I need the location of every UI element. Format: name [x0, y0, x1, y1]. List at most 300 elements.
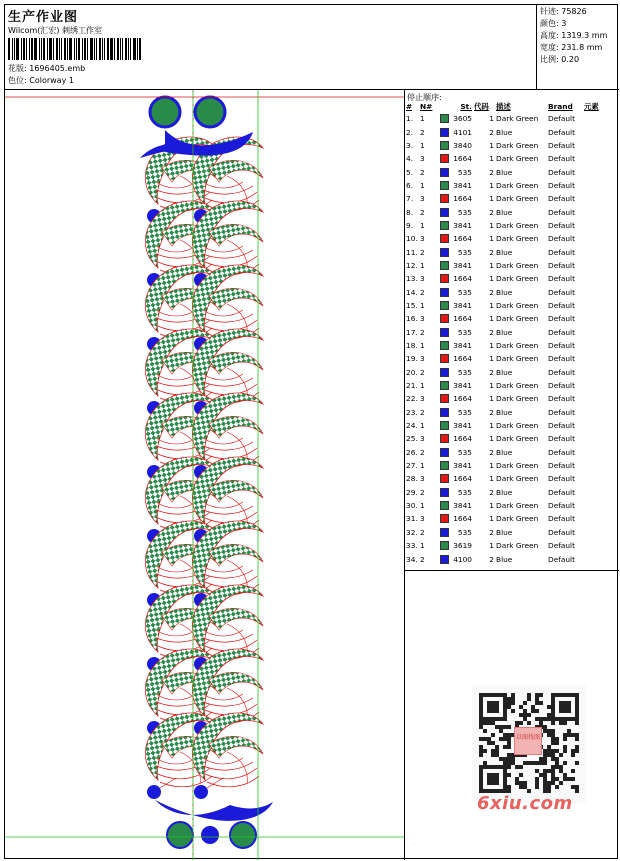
cell-brand: Default — [548, 541, 576, 551]
stat-stitches: 针迹: 75826 — [540, 7, 587, 16]
color-swatch — [440, 528, 449, 537]
cell-element — [583, 285, 605, 298]
cell-element — [583, 459, 605, 472]
cell-code: 1 — [489, 434, 494, 444]
cell-needle: 1 — [420, 114, 425, 124]
cell-index: 25. — [406, 434, 418, 444]
cell-needle: 2 — [420, 247, 425, 257]
cell-code: 1 — [489, 474, 494, 484]
cell-index: 19. — [406, 354, 418, 364]
col-header-index: # — [406, 102, 413, 111]
table-row — [405, 339, 605, 352]
cell-needle: 1 — [420, 260, 425, 270]
cell-needle: 2 — [420, 207, 425, 217]
cell-needle: 3 — [420, 314, 425, 324]
cell-brand: Default — [548, 247, 576, 257]
color-swatch — [440, 448, 449, 457]
cell-element — [583, 486, 605, 499]
cell-needle: 3 — [420, 234, 425, 244]
cell-description: Blue — [496, 407, 513, 417]
table-row — [405, 205, 605, 218]
cell-element — [583, 112, 605, 125]
cell-brand: Default — [548, 354, 576, 364]
cell-needle: 3 — [420, 194, 425, 204]
cell-brand: Default — [548, 461, 576, 471]
cell-element — [583, 472, 605, 485]
cell-description: Dark Green — [496, 461, 539, 471]
cell-index: 12. — [406, 260, 418, 270]
cell-brand: Default — [548, 207, 576, 217]
cell-stitches: 1664 — [439, 272, 473, 285]
cell-element — [583, 326, 605, 339]
cell-needle: 2 — [420, 527, 425, 537]
cell-needle: 1 — [420, 541, 425, 551]
col-header-stitches: St. — [460, 102, 472, 111]
cell-needle: 2 — [420, 167, 425, 177]
cell-needle: 1 — [420, 300, 425, 310]
table-row — [405, 419, 605, 432]
color-swatch — [440, 274, 449, 283]
cell-code: 1 — [489, 180, 494, 190]
cell-brand: Default — [548, 421, 576, 431]
cell-brand: Default — [548, 394, 576, 404]
table-row — [405, 459, 605, 472]
cell-brand: Default — [548, 140, 576, 150]
top-ornament — [140, 97, 253, 158]
cell-description: Dark Green — [496, 354, 539, 364]
cell-index: 16. — [406, 314, 418, 324]
cell-stitches: 1664 — [439, 432, 473, 445]
cell-code: 1 — [489, 341, 494, 351]
table-row — [405, 192, 605, 205]
cell-element — [583, 539, 605, 552]
cell-code: 2 — [489, 407, 494, 417]
cell-element — [583, 406, 605, 419]
table-row — [405, 139, 605, 152]
cell-description: Blue — [496, 207, 513, 217]
cell-brand: Default — [548, 327, 576, 337]
col-header-description: 描述 — [496, 102, 511, 111]
cell-stitches: 1664 — [439, 192, 473, 205]
cell-stitches: 535 — [439, 366, 473, 379]
cell-element — [583, 179, 605, 192]
cell-index: 21. — [406, 381, 418, 391]
cell-code: 1 — [489, 541, 494, 551]
color-swatch — [440, 434, 449, 443]
cell-index: 14. — [406, 287, 418, 297]
cell-element — [583, 152, 605, 165]
table-row — [405, 392, 605, 405]
cell-code: 1 — [489, 140, 494, 150]
cell-needle: 1 — [420, 501, 425, 511]
cell-description: Blue — [496, 367, 513, 377]
cell-stitches: 535 — [439, 285, 473, 298]
table-row — [405, 366, 605, 379]
cell-stitches: 1664 — [439, 232, 473, 245]
cell-description: Blue — [496, 287, 513, 297]
cell-needle: 3 — [420, 274, 425, 284]
table-row — [405, 406, 605, 419]
watermark-logo: 6xiu.com — [477, 793, 573, 814]
table-row — [405, 472, 605, 485]
cell-element — [583, 366, 605, 379]
cell-code: 1 — [489, 421, 494, 431]
cell-code: 1 — [489, 220, 494, 230]
cell-brand: Default — [548, 287, 576, 297]
cell-index: 29. — [406, 487, 418, 497]
cell-element — [583, 552, 605, 565]
cell-element — [583, 125, 605, 138]
table-row — [405, 446, 605, 459]
stat-colors: 颜色: 3 — [540, 19, 567, 28]
cell-element — [583, 432, 605, 445]
cell-element — [583, 272, 605, 285]
cell-needle: 1 — [420, 180, 425, 190]
cell-element — [583, 352, 605, 365]
cell-description: Dark Green — [496, 140, 539, 150]
cell-needle: 1 — [420, 461, 425, 471]
cell-code: 2 — [489, 127, 494, 137]
cell-description: Dark Green — [496, 341, 539, 351]
color-swatch — [440, 208, 449, 217]
cell-description: Blue — [496, 167, 513, 177]
cell-code: 1 — [489, 260, 494, 270]
cell-stitches: 3841 — [439, 419, 473, 432]
cell-needle: 2 — [420, 554, 425, 564]
cell-brand: Default — [548, 447, 576, 457]
color-swatch — [440, 474, 449, 483]
barcode — [8, 38, 158, 60]
cell-code: 1 — [489, 514, 494, 524]
cell-index: 6. — [406, 180, 414, 190]
cell-stitches: 1664 — [439, 512, 473, 525]
cell-stitches: 535 — [439, 205, 473, 218]
cell-needle: 2 — [420, 127, 425, 137]
cell-stitches: 535 — [439, 406, 473, 419]
cell-stitches: 535 — [439, 165, 473, 178]
cell-element — [583, 312, 605, 325]
cell-brand: Default — [548, 194, 576, 204]
cell-stitches: 535 — [439, 486, 473, 499]
cell-index: 20. — [406, 367, 418, 377]
cell-needle: 1 — [420, 421, 425, 431]
cell-brand: Default — [548, 367, 576, 377]
table-row — [405, 125, 605, 138]
cell-description: Dark Green — [496, 234, 539, 244]
table-row — [405, 259, 605, 272]
color-swatch — [440, 221, 449, 230]
table-row — [405, 179, 605, 192]
cell-index: 15. — [406, 300, 418, 310]
embroidery-design-preview — [5, 90, 405, 860]
cell-index: 1. — [406, 114, 414, 124]
col-header-brand: Brand — [548, 102, 573, 111]
cell-element — [583, 419, 605, 432]
cell-stitches: 3841 — [439, 299, 473, 312]
cell-element — [583, 526, 605, 539]
cell-stitches: 1664 — [439, 312, 473, 325]
cell-brand: Default — [548, 381, 576, 391]
colorway-label: 色位: — [8, 76, 27, 85]
cell-stitches: 3841 — [439, 219, 473, 232]
cell-description: Dark Green — [496, 381, 539, 391]
table-row — [405, 112, 605, 125]
cell-index: 22. — [406, 394, 418, 404]
color-swatch — [440, 114, 449, 123]
table-row — [405, 232, 605, 245]
color-swatch — [440, 408, 449, 417]
cell-element — [583, 205, 605, 218]
cell-description: Dark Green — [496, 220, 539, 230]
cell-code: 1 — [489, 194, 494, 204]
page-title: 生产作业图 — [8, 10, 79, 25]
cell-stitches: 3619 — [439, 539, 473, 552]
cell-code: 2 — [489, 207, 494, 217]
design-file: 1696405.emb — [29, 64, 86, 73]
cell-brand: Default — [548, 114, 576, 124]
color-swatch — [440, 421, 449, 430]
stop-sequence-title: 停止顺序: — [407, 93, 442, 102]
cell-needle: 3 — [420, 354, 425, 364]
table-row — [405, 326, 605, 339]
cell-needle: 1 — [420, 140, 425, 150]
cell-brand: Default — [548, 501, 576, 511]
cell-element — [583, 192, 605, 205]
cell-element — [583, 446, 605, 459]
cell-needle: 1 — [420, 220, 425, 230]
color-swatch — [440, 394, 449, 403]
cell-description: Dark Green — [496, 114, 539, 124]
cell-code: 1 — [489, 501, 494, 511]
cell-stitches: 1664 — [439, 352, 473, 365]
cell-description: Dark Green — [496, 260, 539, 270]
table-bottom-border — [405, 570, 619, 571]
cell-code: 2 — [489, 167, 494, 177]
cell-code: 2 — [489, 554, 494, 564]
cell-brand: Default — [548, 180, 576, 190]
cell-stitches: 3841 — [439, 259, 473, 272]
cell-stitches: 3840 — [439, 139, 473, 152]
cell-code: 1 — [489, 354, 494, 364]
cell-brand: Default — [548, 314, 576, 324]
color-swatch — [440, 128, 449, 137]
cell-description: Dark Green — [496, 314, 539, 324]
color-swatch — [440, 261, 449, 270]
cell-index: 33. — [406, 541, 418, 551]
cell-description: Dark Green — [496, 474, 539, 484]
cell-index: 9. — [406, 220, 414, 230]
cell-code: 1 — [489, 300, 494, 310]
cell-code: 2 — [489, 327, 494, 337]
cell-brand: Default — [548, 407, 576, 417]
table-row — [405, 299, 605, 312]
cell-description: Blue — [496, 247, 513, 257]
colorway-line — [8, 75, 74, 86]
cell-element — [583, 499, 605, 512]
cell-stitches: 1664 — [439, 152, 473, 165]
cell-stitches: 3841 — [439, 459, 473, 472]
cell-code: 2 — [489, 447, 494, 457]
colorway-value: Colorway 1 — [29, 76, 74, 85]
cell-code: 1 — [489, 381, 494, 391]
table-row — [405, 272, 605, 285]
cell-stitches: 535 — [439, 245, 473, 258]
table-row — [405, 152, 605, 165]
cell-needle: 2 — [420, 447, 425, 457]
cell-code: 1 — [489, 114, 494, 124]
color-swatch — [440, 501, 449, 510]
cell-code: 1 — [489, 234, 494, 244]
cell-stitches: 3841 — [439, 499, 473, 512]
cell-index: 28. — [406, 474, 418, 484]
cell-brand: Default — [548, 514, 576, 524]
cell-needle: 3 — [420, 514, 425, 524]
cell-brand: Default — [548, 300, 576, 310]
cell-brand: Default — [548, 341, 576, 351]
cell-description: Dark Green — [496, 394, 539, 404]
cell-element — [583, 259, 605, 272]
cell-needle: 3 — [420, 474, 425, 484]
cell-stitches: 3605 — [439, 112, 473, 125]
table-row — [405, 379, 605, 392]
cell-index: 30. — [406, 501, 418, 511]
cell-description: Dark Green — [496, 194, 539, 204]
color-swatch — [440, 555, 449, 564]
cell-element — [583, 299, 605, 312]
design-canvas — [5, 90, 405, 860]
cell-brand: Default — [548, 127, 576, 137]
cell-index: 23. — [406, 407, 418, 417]
cell-description: Dark Green — [496, 154, 539, 164]
cell-index: 17. — [406, 327, 418, 337]
cell-description: Blue — [496, 447, 513, 457]
cell-stitches: 1664 — [439, 392, 473, 405]
stat-height: 高度: 1319.3 mm — [540, 31, 608, 40]
col-header-needle: N# — [420, 102, 433, 111]
cell-needle: 2 — [420, 287, 425, 297]
cell-index: 18. — [406, 341, 418, 351]
company-name: Wilcom(汇宏) 刺绣工作室 — [8, 26, 103, 35]
cell-index: 8. — [406, 207, 414, 217]
cell-needle: 2 — [420, 407, 425, 417]
cell-code: 2 — [489, 527, 494, 537]
cell-brand: Default — [548, 527, 576, 537]
design-label: 花版: — [8, 64, 27, 73]
cell-needle: 2 — [420, 367, 425, 377]
cell-code: 1 — [489, 274, 494, 284]
cell-stitches: 3841 — [439, 179, 473, 192]
table-row — [405, 312, 605, 325]
stats-panel — [537, 5, 619, 90]
cell-code: 2 — [489, 287, 494, 297]
cell-stitches: 535 — [439, 526, 473, 539]
cell-brand: Default — [548, 274, 576, 284]
color-swatch — [440, 154, 449, 163]
cell-element — [583, 245, 605, 258]
cell-description: Blue — [496, 487, 513, 497]
cell-index: 31. — [406, 514, 418, 524]
cell-description: Dark Green — [496, 421, 539, 431]
color-swatch — [440, 248, 449, 257]
table-row — [405, 499, 605, 512]
cell-stitches: 4100 — [439, 552, 473, 565]
col-header-element: 元素 — [584, 102, 599, 111]
stop-sequence-table — [405, 101, 605, 566]
color-swatch — [440, 194, 449, 203]
cell-stitches: 535 — [439, 446, 473, 459]
cell-index: 13. — [406, 274, 418, 284]
color-swatch — [440, 328, 449, 337]
cell-brand: Default — [548, 220, 576, 230]
cell-stitches: 535 — [439, 326, 473, 339]
header-left-panel — [5, 5, 537, 90]
cell-index: 7. — [406, 194, 414, 204]
cell-description: Dark Green — [496, 180, 539, 190]
cell-code: 2 — [489, 247, 494, 257]
color-swatch — [440, 354, 449, 363]
cell-index: 4. — [406, 154, 414, 164]
qr-badge: 以图找图 — [514, 727, 542, 755]
cell-stitches: 3841 — [439, 339, 473, 352]
cell-brand: Default — [548, 234, 576, 244]
table-row — [405, 245, 605, 258]
cell-code: 2 — [489, 487, 494, 497]
cell-element — [583, 379, 605, 392]
table-header-row — [405, 101, 605, 112]
cell-index: 3. — [406, 140, 414, 150]
table-row — [405, 432, 605, 445]
cell-element — [583, 165, 605, 178]
cell-element — [583, 512, 605, 525]
cell-brand: Default — [548, 167, 576, 177]
cell-index: 11. — [406, 247, 418, 257]
color-swatch — [440, 301, 449, 310]
table-row — [405, 526, 605, 539]
cell-needle: 3 — [420, 434, 425, 444]
cell-index: 2. — [406, 127, 414, 137]
cell-stitches: 3841 — [439, 379, 473, 392]
color-swatch — [440, 368, 449, 377]
color-swatch — [440, 288, 449, 297]
cell-element — [583, 339, 605, 352]
cell-description: Blue — [496, 127, 513, 137]
color-swatch — [440, 541, 449, 550]
cell-element — [583, 232, 605, 245]
cell-needle: 3 — [420, 394, 425, 404]
table-row — [405, 285, 605, 298]
cell-code: 1 — [489, 394, 494, 404]
table-row — [405, 219, 605, 232]
cell-stitches: 1664 — [439, 472, 473, 485]
color-swatch — [440, 341, 449, 350]
qr-code — [472, 685, 586, 803]
table-row — [405, 352, 605, 365]
cell-index: 32. — [406, 527, 418, 537]
table-row — [405, 165, 605, 178]
cell-index: 27. — [406, 461, 418, 471]
cell-index: 26. — [406, 447, 418, 457]
cell-brand: Default — [548, 554, 576, 564]
cell-brand: Default — [548, 154, 576, 164]
cell-needle: 1 — [420, 381, 425, 391]
color-swatch — [440, 381, 449, 390]
design-file-line — [8, 63, 85, 74]
cell-description: Blue — [496, 554, 513, 564]
cell-needle: 3 — [420, 154, 425, 164]
color-swatch — [440, 488, 449, 497]
cell-description: Dark Green — [496, 274, 539, 284]
cell-brand: Default — [548, 487, 576, 497]
